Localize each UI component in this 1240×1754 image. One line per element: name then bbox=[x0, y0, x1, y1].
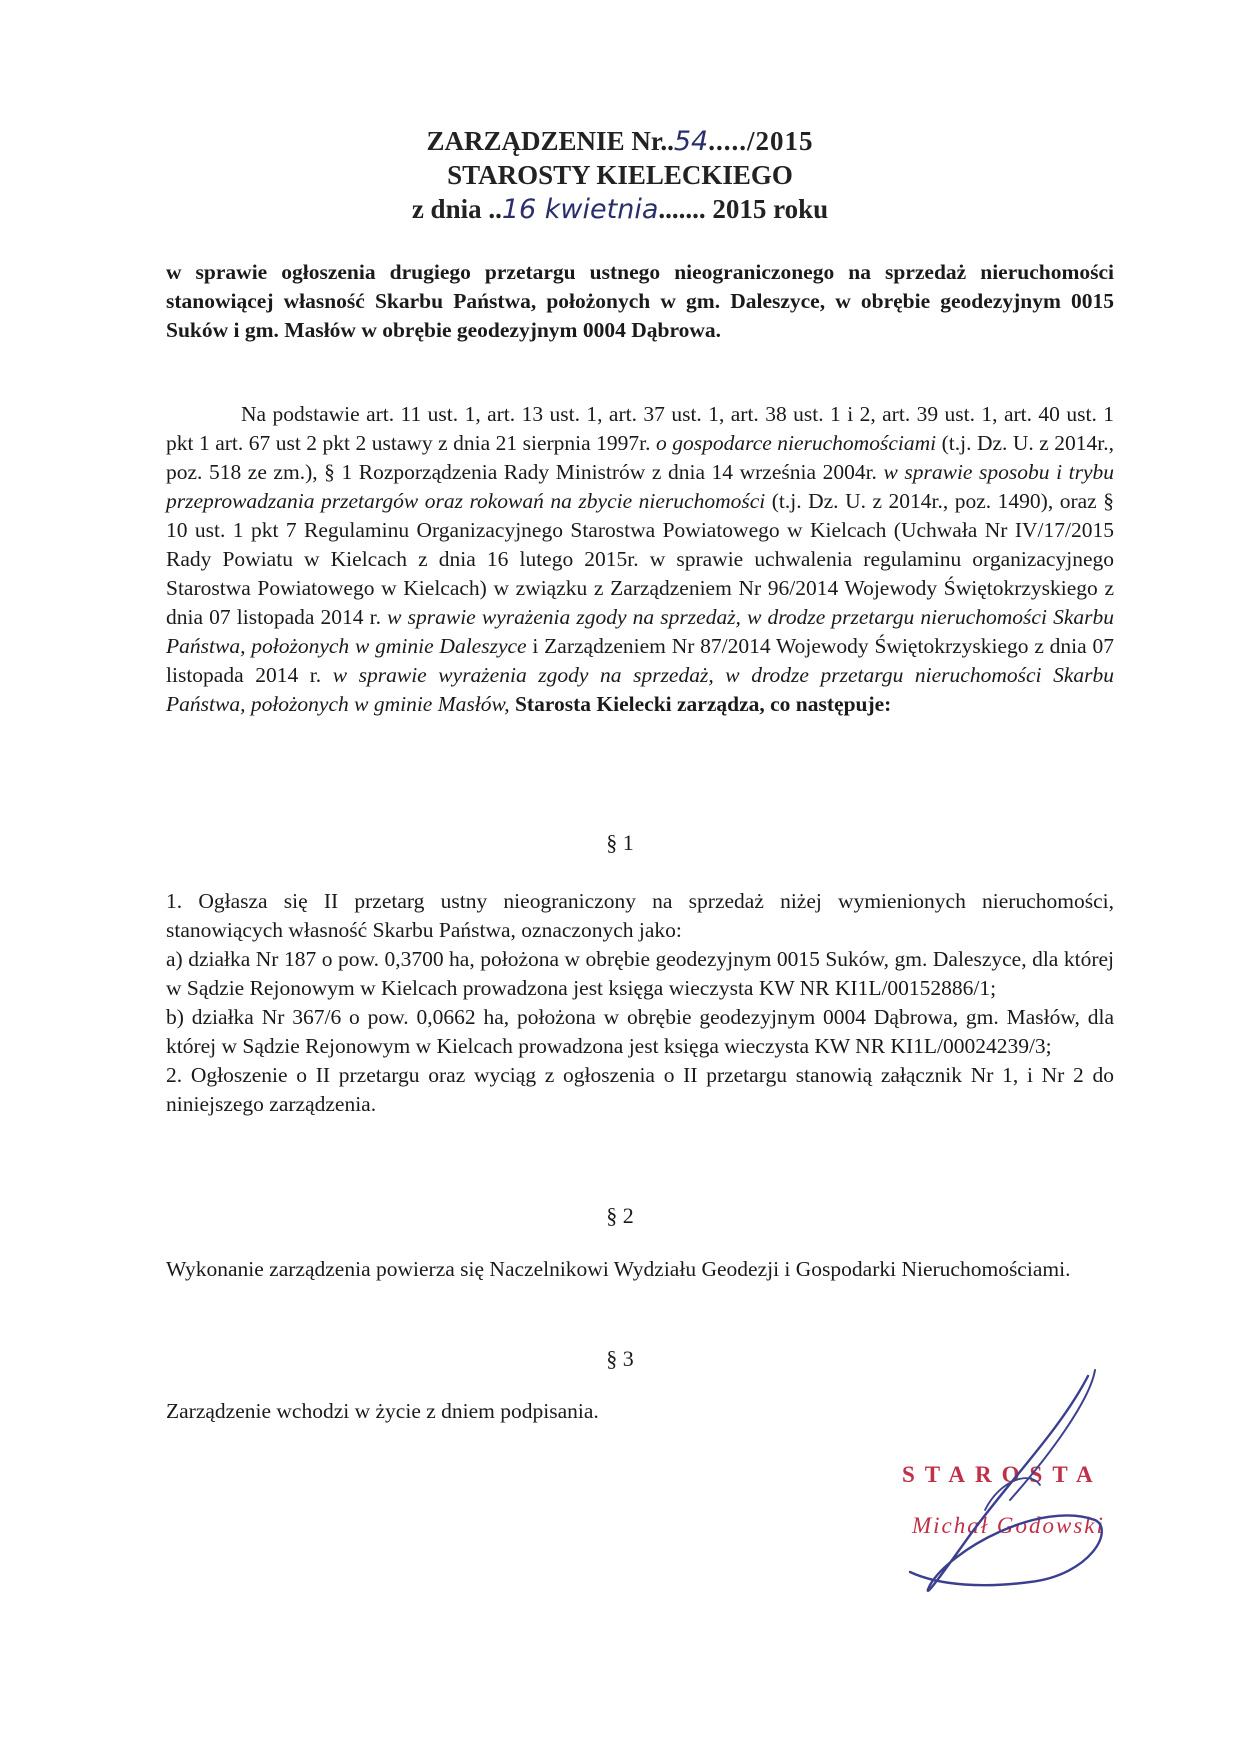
basis-text-2: (t.j. Dz. U. z 2014r., poz. 518 ze zm.), § 1 Rozporządzenia Rady Ministrów z dnia 14 września 2004r. bbox=[166, 431, 1115, 484]
section-3-heading: § 3 bbox=[606, 1346, 634, 1371]
stamp-title: STAROSTA bbox=[902, 1462, 1103, 1487]
basis-text-1: Na podstawie art. 11 ust. 1, art. 13 ust. 1, art. 37 ust. 1, art. 38 ust. 1 i 2, art. 39 ust. 1, art. 40 ust. 1 pkt 1 art. 67 ust 2 pkt 2 ustawy z dnia 21 sierpnia 1997r. bbox=[166, 402, 1114, 455]
basis-bold-closing: Starosta Kielecki zarządza, co następuje: bbox=[509, 692, 892, 716]
title-suffix: ...../2015 bbox=[708, 126, 814, 156]
basis-text-4: i Zarządzeniem Nr 87/2014 Wojewody Świętokrzyskiego z dnia 07 listopada 2014 r. bbox=[166, 634, 1114, 687]
basis-text-3: (t.j. Dz. U. z 2014r., poz. 1490), oraz § 10 ust. 1 pkt 7 Regulaminu Organizacyjnego Starostwa Powiatowego w Kielcach (Uchwała Nr IV/17/2015 Rady Powiatu w Kielcach z dnia 16 lutego 2015r. w sprawie uchwalenia regulaminu organizacyjnego Starostwa Powiatowego w Kielcach) w związku z Zarządzeniem Nr 96/2014 Wojewody Świętokrzyskiego z dnia 07 listopada 2014 r. bbox=[166, 489, 1114, 629]
handwritten-date: 16 kwietnia bbox=[501, 194, 659, 225]
subject-paragraph: w sprawie ogłoszenia drugiego przetargu ustnego nieograniczonego na sprzedaż nieruchomości stanowiącej własność Skarbu Państwa, położonych w gm. Daleszyce, w obrębie geodezyjnym 0015 Suków i gm. Masłów w obrębie geodezyjnym 0004 Dąbrowa. bbox=[166, 260, 1114, 342]
basis-italic-2: w sprawie sposobu i trybu przeprowadzania przetargów oraz rokowań na zbycie nieruchomości bbox=[166, 460, 1114, 513]
section-1-point-1: 1. Ogłasza się II przetarg ustny nieograniczony na sprzedaż niżej wymienionych nieruchomości, stanowiących własność Skarbu Państwa, oznaczonych jako: bbox=[166, 889, 1114, 942]
basis-italic-3: w sprawie wyrażenia zgody na sprzedaż, w drodze przetargu nieruchomości Skarbu Państwa, położonych w gminie Daleszyce bbox=[166, 605, 1114, 658]
document-date bbox=[0, 192, 1240, 227]
section-1-item-b: b) działka Nr 367/6 o pow. 0,0662 ha, położona w obrębie geodezyjnym 0004 Dąbrowa, gm. Masłów, dla której w Sądzie Rejonowym w Kielcach prowadzona jest księga wieczysta KW NR KI1L/00024239/3; bbox=[166, 1005, 1114, 1058]
basis-italic-1: o gospodarce nieruchomościami bbox=[656, 431, 937, 455]
basis-italic-4: w sprawie wyrażenia zgody na sprzedaż, w drodze przetargu nieruchomości Skarbu Państwa, położonych w gminie Masłów, bbox=[166, 663, 1114, 716]
section-2-body: Wykonanie zarządzenia powierza się Naczelnikowi Wydziału Geodezji i Gospodarki Nieruchomościami. bbox=[166, 1257, 1071, 1281]
title-prefix: ZARZĄDZENIE Nr.. bbox=[426, 126, 674, 156]
section-1-body bbox=[166, 887, 1114, 1119]
section-1-item-a: a) działka Nr 187 o pow. 0,3700 ha, położona w obrębie geodezyjnym 0015 Suków, gm. Daleszyce, dla której w Sądzie Rejonowym w Kielcach prowadzona jest księga wieczysta KW NR KI1L/00152886/1; bbox=[166, 947, 1114, 1000]
date-suffix: ....... 2015 roku bbox=[658, 194, 829, 224]
document-title bbox=[0, 124, 1240, 159]
date-prefix: z dnia .. bbox=[411, 194, 502, 224]
section-2-heading: § 2 bbox=[606, 1203, 634, 1228]
handwritten-signature bbox=[890, 1360, 1130, 1620]
legal-basis-paragraph bbox=[166, 400, 1114, 719]
section-1-point-2: 2. Ogłoszenie o II przetargu oraz wyciąg z ogłoszenia o II przetargu stanowią załącznik Nr 1, i Nr 2 do niniejszego zarządzenia. bbox=[166, 1063, 1114, 1116]
issuer-heading: STAROSTY KIELECKIEGO bbox=[447, 160, 793, 190]
handwritten-number: 54 bbox=[673, 126, 709, 157]
section-3-body: Zarządzenie wchodzi w życie z dniem podpisania. bbox=[166, 1399, 599, 1423]
stamp-name: Michał Godowski bbox=[912, 1513, 1105, 1538]
section-1-heading: § 1 bbox=[606, 830, 634, 855]
